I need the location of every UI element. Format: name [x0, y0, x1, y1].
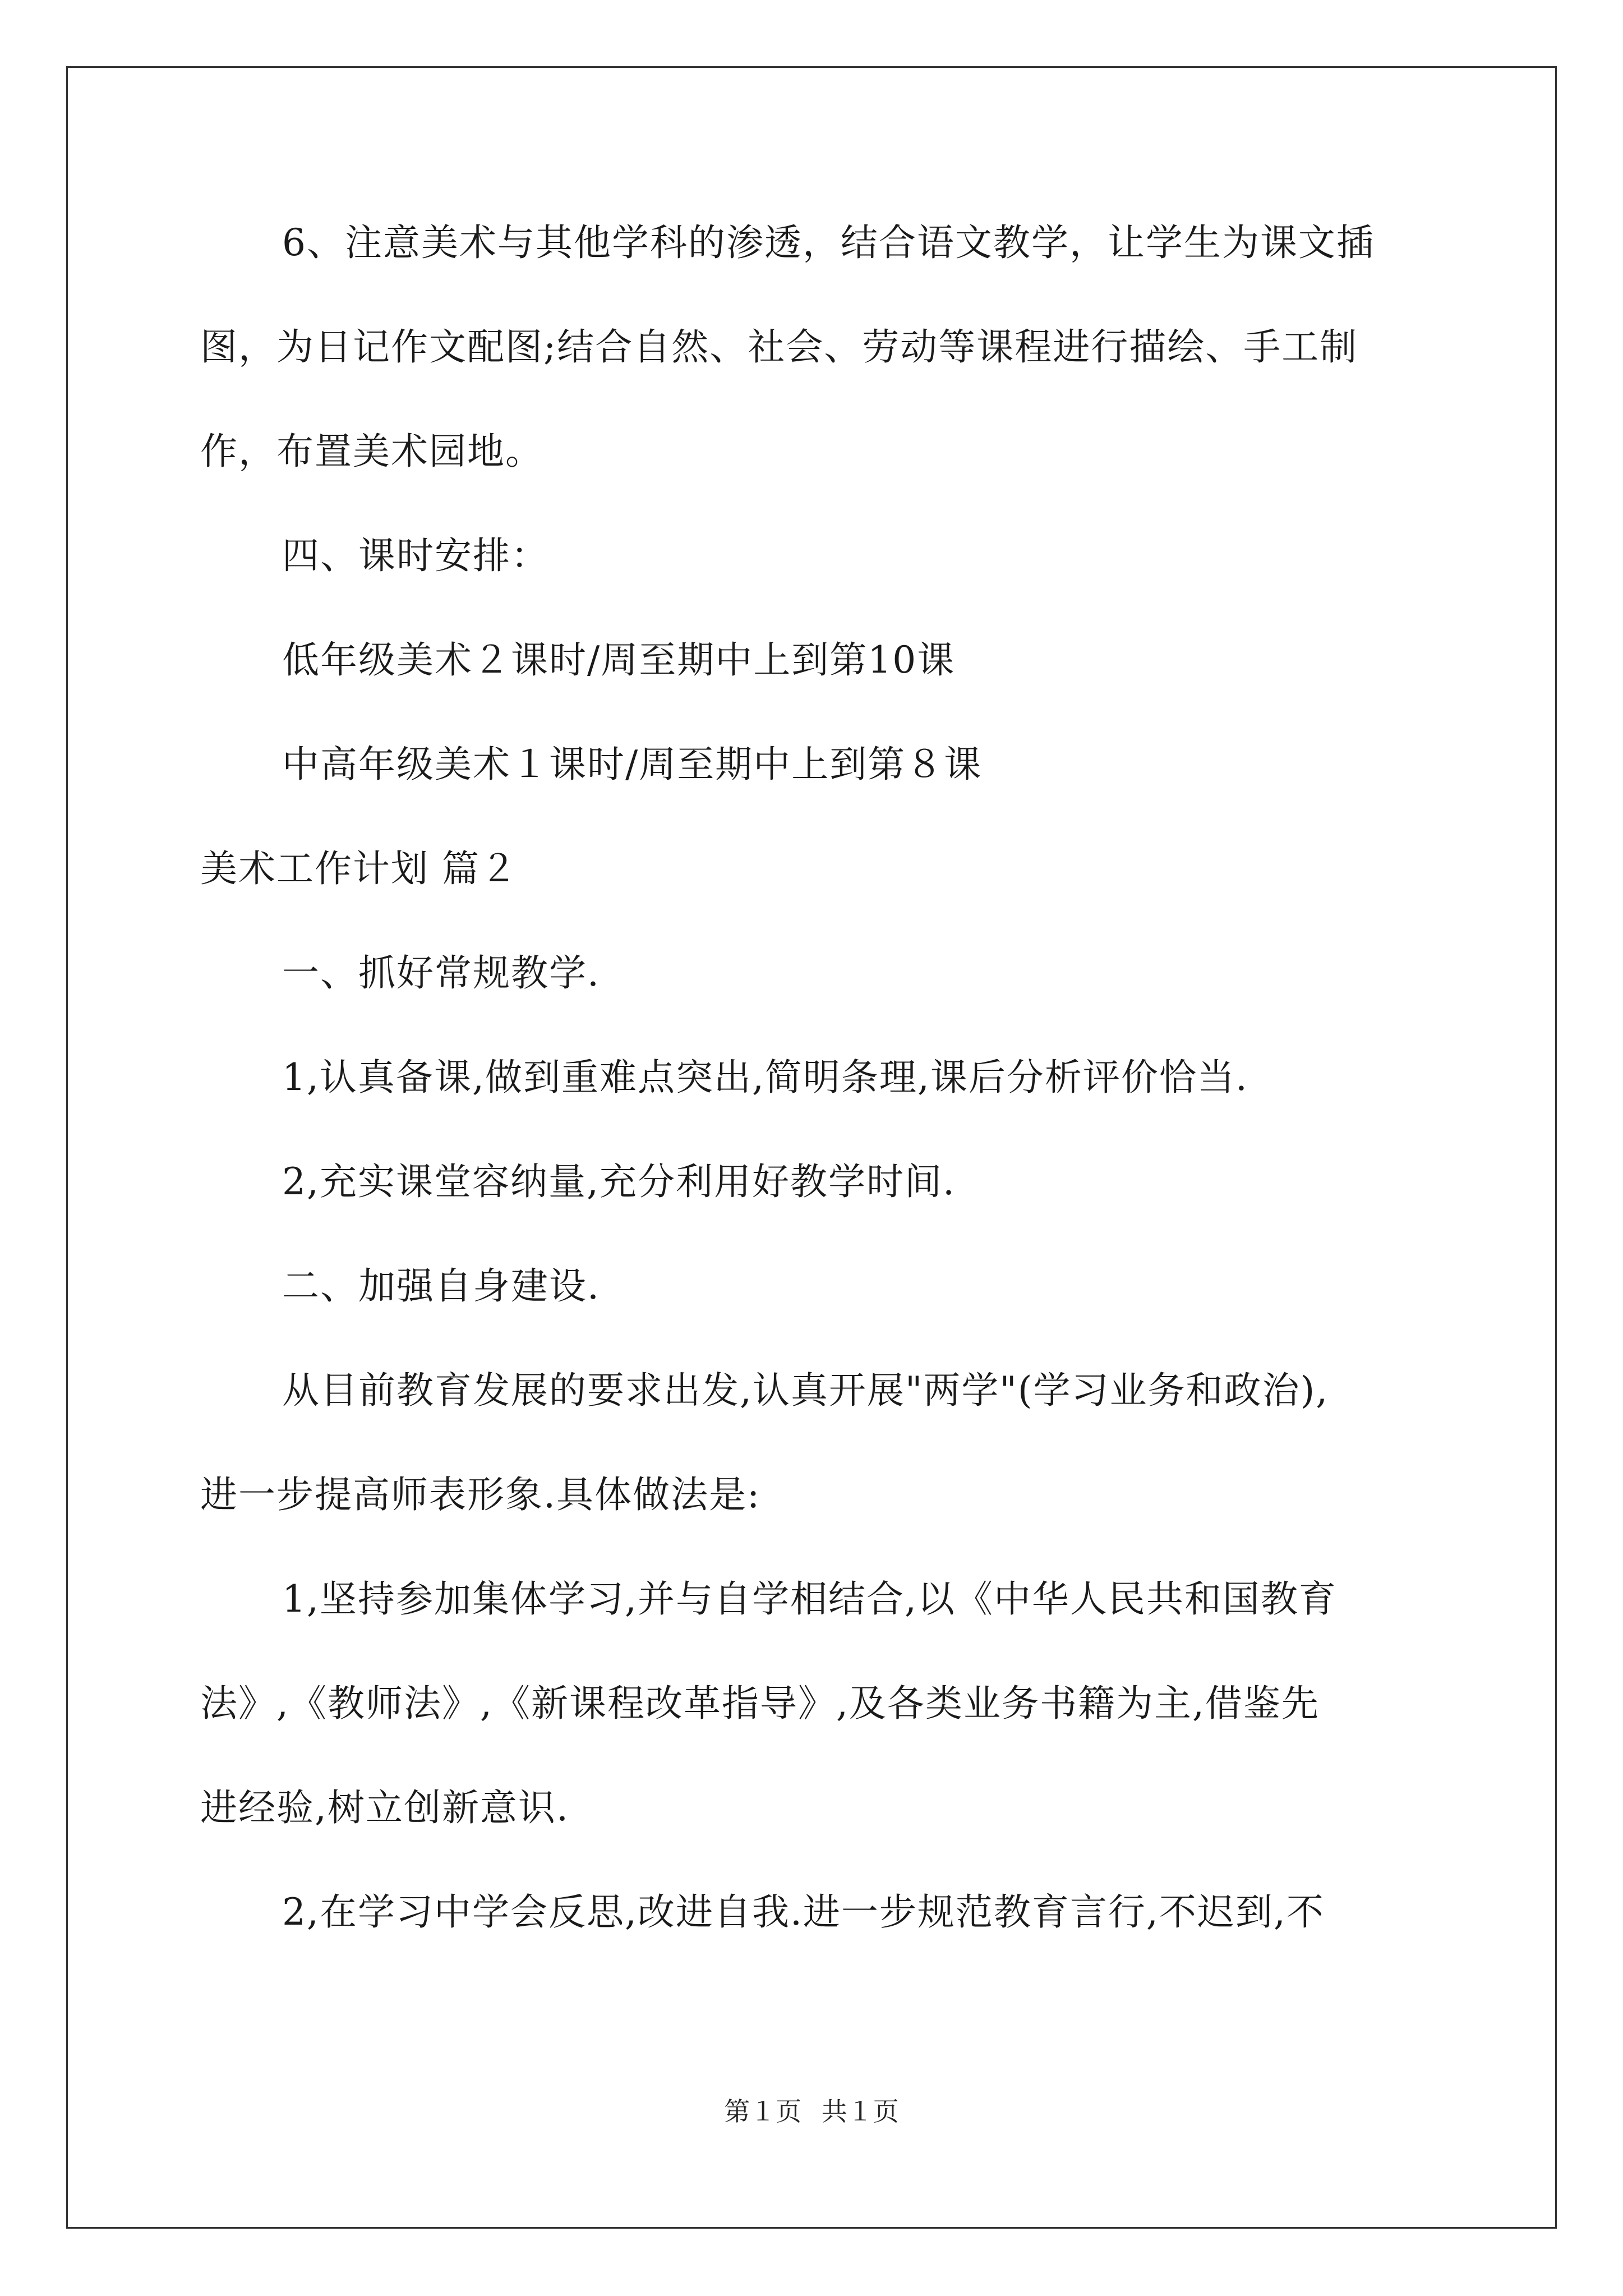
paragraph [200, 1574, 1434, 1833]
paragraph-line: 6、注意美术与其他学科的渗透，结合语文教学，让学生为课文插 [282, 221, 1375, 264]
paragraph-line: 中高年级美术１课时/周至期中上到第８课 [282, 743, 983, 786]
paragraph-line: 进经验,树立创新意识. [200, 1786, 569, 1829]
page-number: 第１页 [724, 2097, 802, 2126]
paragraph-line: 1,坚持参加集体学习,并与自学相结合,以《中华人民共和国教育 [282, 1577, 1337, 1621]
document-body [200, 218, 1434, 1938]
paragraph-line: 低年级美术２课时/周至期中上到第10课 [282, 638, 956, 682]
page-footer [0, 2095, 1623, 2129]
paragraph [200, 1365, 1434, 1520]
paragraph-line: 2,充实课堂容纳量,充分利用好教学时间. [282, 1160, 956, 1203]
paragraph-line: 图，为日记作文配图;结合自然、社会、劳动等课程进行描绘、手工制 [200, 325, 1358, 369]
paragraph-line: 1,认真备课,做到重难点突出,简明条理,课后分析评价恰当. [282, 1056, 1248, 1099]
paragraph [200, 218, 1434, 477]
article-title: 美术工作计划 篇２ [200, 847, 518, 890]
paragraph-line: 法》,《教师法》,《新课程改革指导》,及各类业务书籍为主,借鉴先 [200, 1682, 1320, 1725]
paragraph-line: 作，布置美术园地。 [200, 430, 543, 473]
section-heading: 二、加强自身建设. [282, 1264, 600, 1308]
paragraph-line: 从目前教育发展的要求出发,认真开展"两学"(学习业务和政治), [282, 1369, 1329, 1412]
section-heading: 一、抓好常规教学. [282, 951, 600, 995]
page-total: 共１页 [821, 2097, 899, 2126]
section-heading: 四、课时安排： [282, 534, 549, 577]
paragraph-line: 进一步提高师表形象.具体做法是: [200, 1473, 761, 1516]
paragraph-line: 2,在学习中学会反思,改进自我.进一步规范教育言行,不迟到,不 [282, 1890, 1325, 1934]
